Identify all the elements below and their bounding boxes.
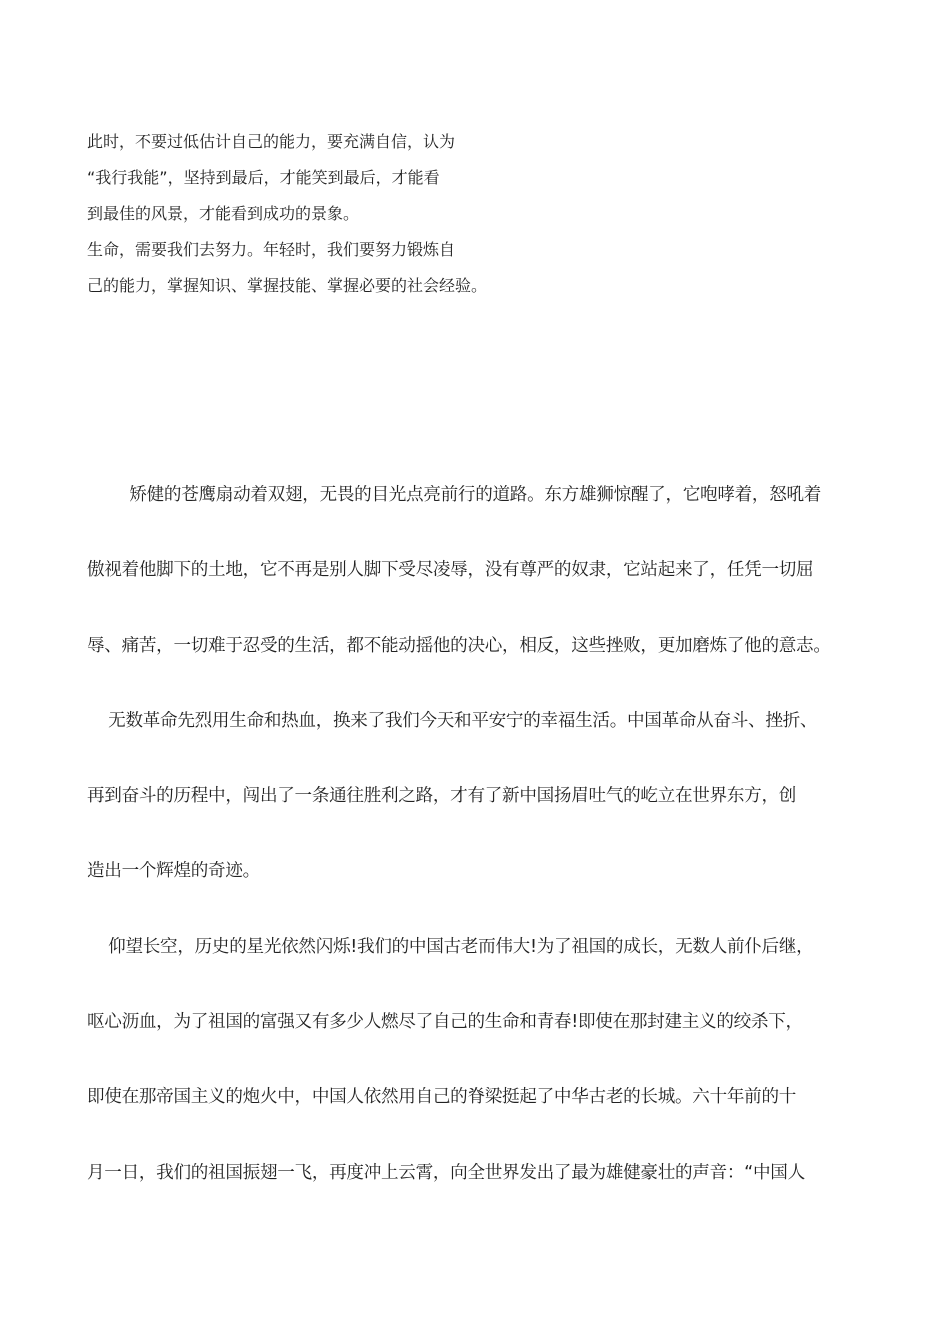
intro-paragraphs — [87, 124, 547, 304]
text-line: 仰望长空，历史的星光依然闪烁!我们的中国古老而伟大!为了祖国的成长，无数人前仆后继， — [87, 936, 814, 957]
text-line: 无数革命先烈用生命和热血，换来了我们今天和平安宁的幸福生活。中国革命从奋斗、挫折、 — [87, 710, 818, 731]
text-line: 辱、痛苦，一切难于忍受的生活，都不能动摇他的决心，相反，这些挫败，更加磨炼了他的意志。 — [87, 635, 831, 656]
text-line: 生命，需要我们去努力。年轻时，我们要努力锻炼自 — [87, 240, 456, 259]
text-line: 再到奋斗的历程中，闯出了一条通往胜利之路，才有了新中国扬眉吐气的屹立在世界东方，创 — [87, 786, 797, 807]
text-line: 即使在那帝国主义的炮火中，中国人依然用自己的脊梁挺起了中华古老的长城。六十年前的十 — [87, 1087, 797, 1108]
text-line: 此时，不要过低估计自己的能力，要充满自信，认为 — [87, 132, 456, 151]
text-line: “我行我能”，坚持到最后，才能笑到最后，才能看 — [87, 168, 440, 187]
text-line: 呕心沥血，为了祖国的富强又有多少人燃尽了自己的生命和青春!即使在那封建主义的绞杀下， — [87, 1012, 803, 1033]
essay-body — [87, 477, 867, 1230]
text-line: 傲视着他脚下的土地，它不再是别人脚下受尽凌辱，没有尊严的奴隶，它站起来了，任凭一切屈 — [87, 560, 814, 581]
text-line: 到最佳的风景，才能看到成功的景象。 — [87, 204, 360, 223]
text-line: 造出一个辉煌的奇迹。 — [87, 861, 260, 882]
text-line: 己的能力，掌握知识、掌握技能、掌握必要的社会经验。 — [87, 276, 488, 295]
text-line: 矫健的苍鹰扇动着双翅，无畏的目光点亮前行的道路。东方雄狮惊醒了，它咆哮着，怒吼着 — [87, 485, 822, 505]
text-line: 月一日，我们的祖国振翅一飞，再度冲上云霄，向全世界发出了最为雄健豪壮的声音：“中国人 — [87, 1162, 805, 1183]
